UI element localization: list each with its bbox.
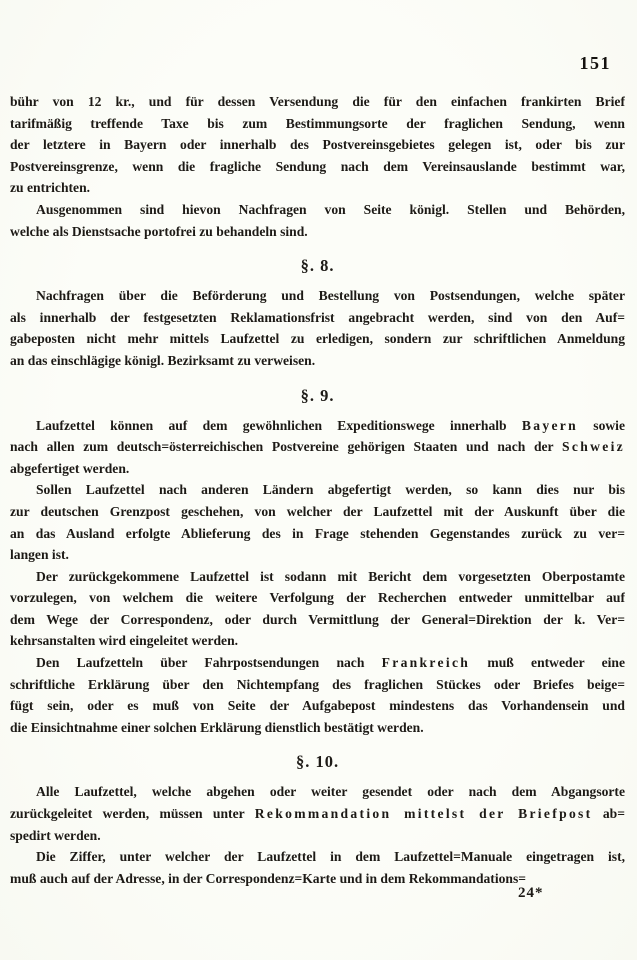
text-line: dem Wege der Correspondenz, oder durch Vermittlung der General=Direktion der k. Ver= <box>10 611 625 627</box>
letterspaced-text: Rekommandation mittelst der Briefpost <box>254 806 593 822</box>
text-line: langen ist. <box>10 547 69 563</box>
text-line: welche als Dienstsache portofrei zu behandeln sind. <box>10 223 308 239</box>
text-line: Laufzettel können auf dem gewöhnlichen Expeditionswege innerhalb Bayern sowie <box>36 417 625 433</box>
text-line: an das einschlägige königl. Bezirksamt zu verweisen. <box>10 352 316 368</box>
text-line: kehrsanstalten wird eingeleitet werden. <box>10 633 239 649</box>
text-line: Nachfragen über die Beförderung und Bestellung von Postsendungen, welche später <box>36 288 625 304</box>
text-line: tarifmäßig treffende Taxe bis zum Bestimmungsorte der fraglichen Sendung, wenn <box>10 115 625 131</box>
page-body <box>10 91 625 889</box>
paragraph <box>10 479 625 565</box>
text-line: Den Laufzetteln über Fahrpostsendungen nach Frankreich muß entweder eine <box>36 655 625 671</box>
text-line: Die Ziffer, unter welcher der Laufzettel in dem Laufzettel=Manuale eingetragen ist, <box>36 849 625 865</box>
text-line: schriftliche Erklärung über den Nichtempfang des fraglichen Stückes oder Briefes beige= <box>10 676 625 692</box>
text-line: der letztere in Bayern oder innerhalb des Postvereinsgebietes gelegen ist, oder bis zur <box>10 137 625 153</box>
letterspaced-text: Bayern <box>521 417 579 433</box>
paragraph <box>10 415 625 480</box>
paragraph <box>10 285 625 371</box>
printer-signature-mark: 24* <box>518 885 544 901</box>
paragraph <box>10 91 625 199</box>
letterspaced-text: Schweiz <box>562 439 625 455</box>
text-line: vorzulegen, von welchem die weitere Verfolgung der Recherchen entweder unmittelbar auf <box>10 590 625 606</box>
paragraph <box>10 199 625 242</box>
section-heading: §. 10. <box>295 752 340 772</box>
text-line: fügt sein, oder es muß von Seite der Aufgabepost mindestens das Vorhandensein und <box>10 698 625 714</box>
text-line: spedirt werden. <box>10 827 101 843</box>
text-line: zurückgeleitet werden, müssen unter Rekommandation mittelst der Briefpost ab= <box>10 806 625 822</box>
text-line: Ausgenommen sind hievon Nachfragen von Seite königl. Stellen und Behörden, <box>36 201 625 217</box>
text-line: bühr von 12 kr., und für dessen Versendung die für den einfachen frankirten Brief <box>10 94 625 109</box>
text-line: die Einsichtnahme einer solchen Erklärung dienstlich bestätigt werden. <box>10 719 424 735</box>
text-line: gabeposten nicht mehr mittels Laufzettel zu erledigen, sondern zur schriftlichen Anmeldung <box>10 331 625 347</box>
section-heading: §. 8. <box>300 256 335 276</box>
paragraph <box>10 566 625 652</box>
text-line: Alle Laufzettel, welche abgehen oder weiter gesendet oder nach dem Abgangsorte <box>36 784 625 800</box>
text-line: abgefertiget werden. <box>10 460 130 476</box>
text-line: zur deutschen Grenzpost geschehen, von welcher der Laufzettel mit der Auskunft über die <box>10 503 625 519</box>
section-heading: §. 9. <box>300 385 335 405</box>
paragraph <box>10 652 625 738</box>
text-line: muß auch auf der Adresse, in der Correspondenz=Karte und in dem Rekommandations= <box>10 870 526 886</box>
text-line: Postvereinsgrenze, wenn die fragliche Sendung nach dem Vereinsauslande bestimmt war, <box>10 158 625 174</box>
text-line: zu entrichten. <box>10 180 91 196</box>
letterspaced-text: Frankreich <box>381 655 471 671</box>
text-line: Der zurückgekommene Laufzettel ist sodann mit Bericht dem vorgesetzten Oberpostamte <box>36 568 625 584</box>
paragraph <box>10 846 625 889</box>
text-line: an das Ausland erfolgte Ablieferung des in Frage stehenden Gegenstandes zurück zu ver= <box>10 525 625 541</box>
text-line: Sollen Laufzettel nach anderen Ländern abgefertigt werden, so kann dies nur bis <box>36 482 625 498</box>
paragraph <box>10 781 625 846</box>
page-number: 151 <box>579 53 611 73</box>
text-line: als innerhalb der festgesetzten Reklamationsfrist angebracht werden, sind von den Auf= <box>10 309 625 325</box>
text-line: nach allen zum deutsch=österreichischen Postvereine gehörigen Staaten und nach der Schweiz <box>10 439 625 455</box>
